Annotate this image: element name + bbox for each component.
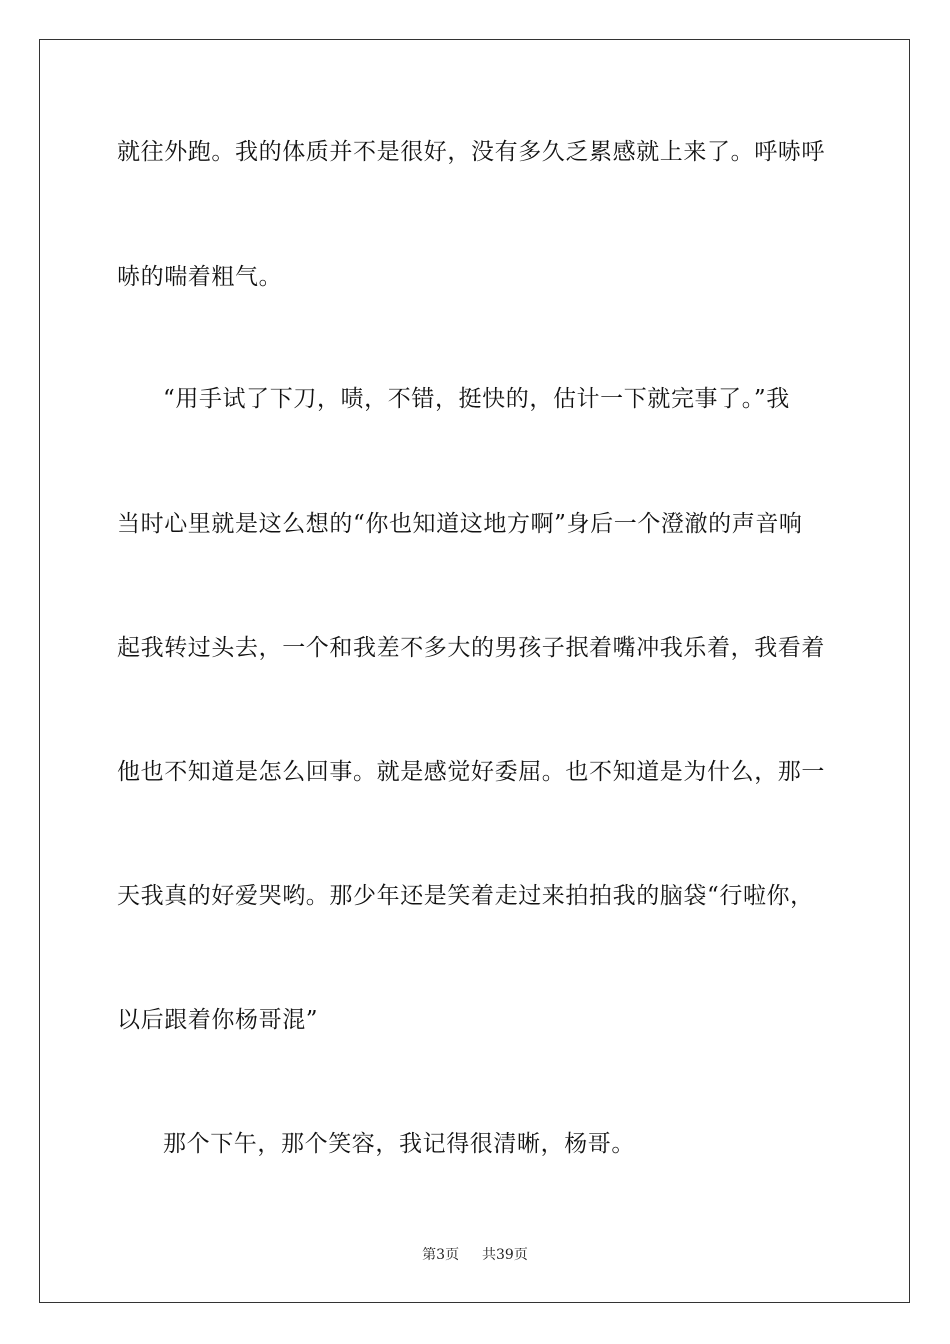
page-footer xyxy=(0,1246,950,1264)
page-number: 第3页 xyxy=(422,1247,460,1263)
text-line-5: 起我转过头去，一个和我差不多大的男孩子抿着嘴冲我乐着，我看着 xyxy=(117,635,825,661)
page-border xyxy=(39,39,910,1303)
text-line-6: 他也不知道是怎么回事。就是感觉好委屈。也不知道是为什么，那一 xyxy=(117,759,825,785)
page-total: 共39页 xyxy=(482,1247,528,1263)
text-line-7: 天我真的好爱哭哟。那少年还是笑着走过来拍拍我的脑袋“行啦你， xyxy=(117,883,814,909)
text-line-1: 就往外跑。我的体质并不是很好，没有多久乏累感就上来了。呼哧呼 xyxy=(117,139,825,165)
text-line-9: 那个下午，那个笑容，我记得很清晰，杨哥。 xyxy=(163,1131,635,1157)
text-line-3: “用手试了下刀，啧，不错，挺快的，估计一下就完事了。”我 xyxy=(163,386,790,412)
text-line-4: 当时心里就是这么想的“你也知道这地方啊”身后一个澄澈的声音响 xyxy=(117,511,803,537)
text-line-2: 哧的喘着粗气。 xyxy=(117,264,283,290)
text-line-8: 以后跟着你杨哥混” xyxy=(117,1007,319,1033)
